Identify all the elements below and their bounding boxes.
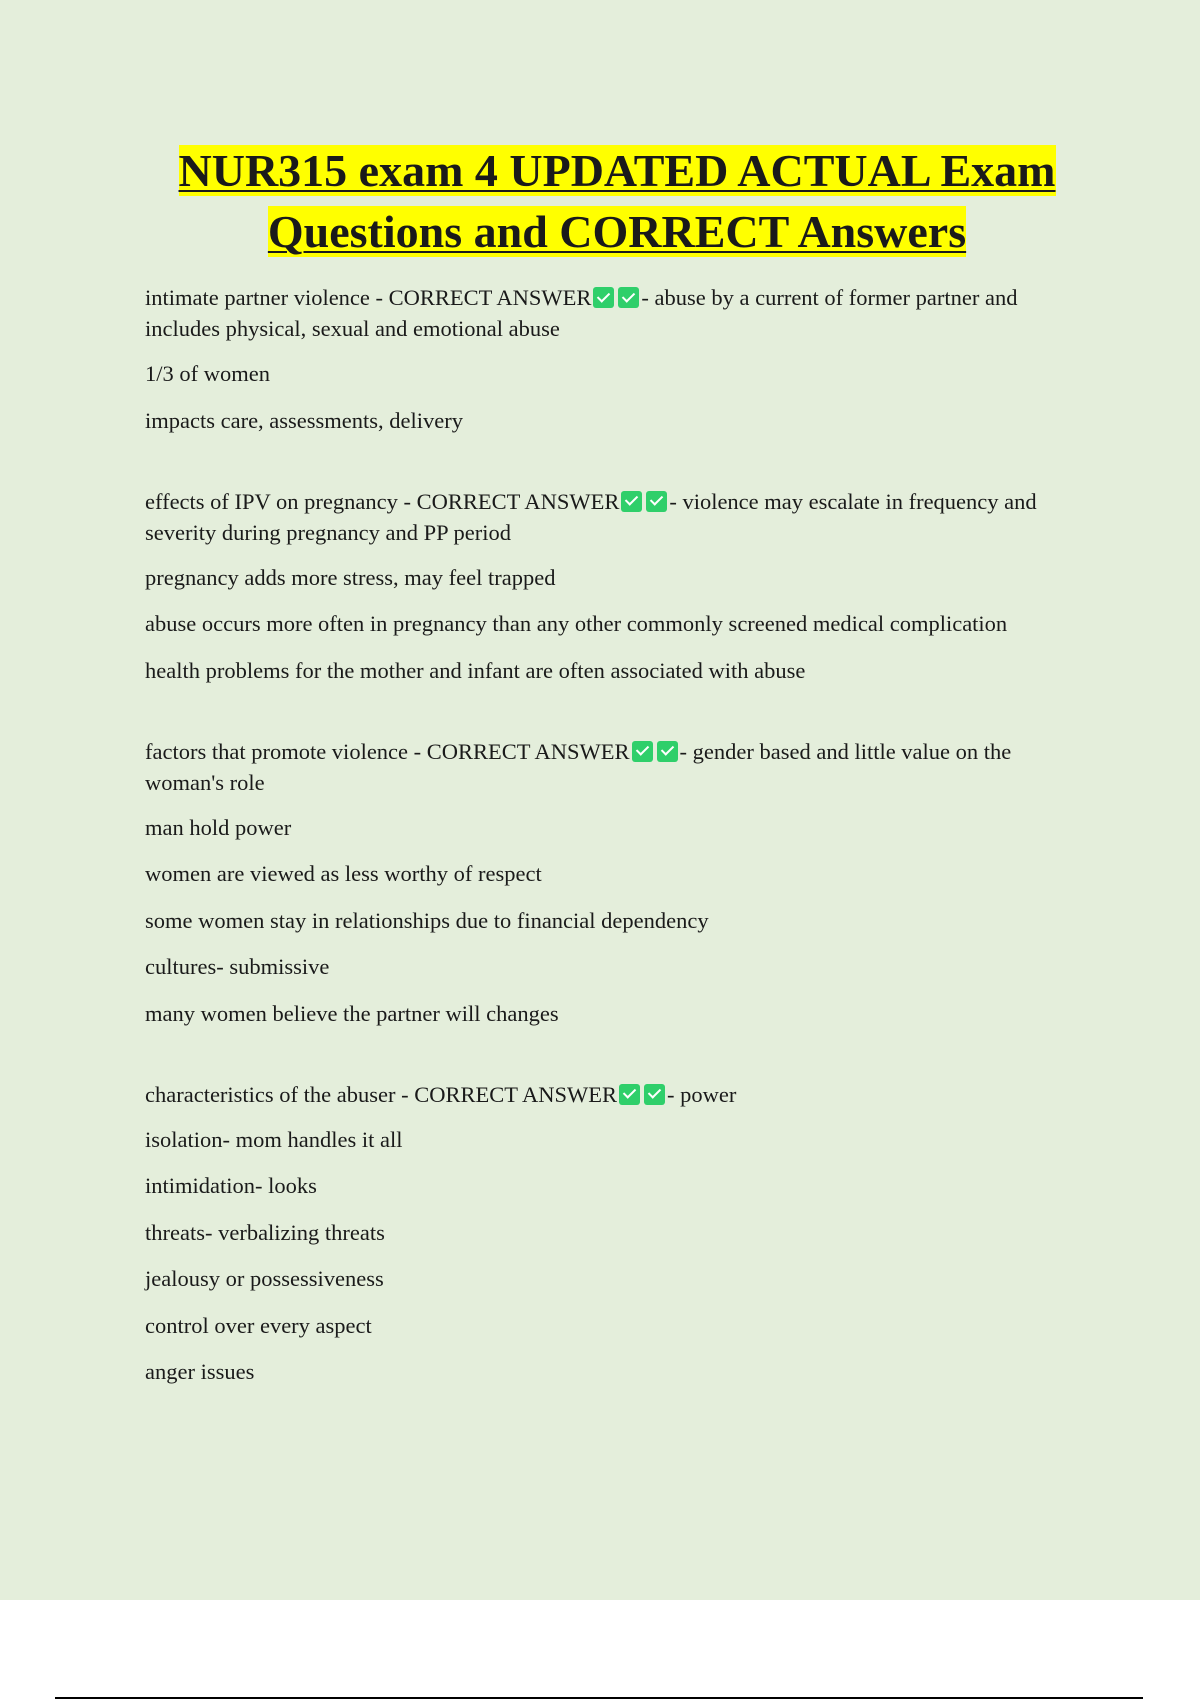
answer-detail-line: isolation- mom handles it all bbox=[145, 1126, 403, 1152]
checkmark-icon bbox=[621, 491, 642, 512]
answer-detail-line: some women stay in relationships due to financial dependency bbox=[145, 907, 709, 933]
qa-list bbox=[145, 282, 1090, 1437]
question-answer: - violence may escalate in frequency and severity during pregnancy and PP period bbox=[145, 488, 1037, 545]
answer-detail-line: jealousy or possessiveness bbox=[145, 1266, 384, 1291]
question-line bbox=[145, 736, 1090, 798]
answer-detail-line: health problems for the mother and infant are often associated with abuse bbox=[145, 657, 806, 683]
answer-detail-line: 1/3 of women bbox=[145, 361, 270, 386]
checkmark-icon bbox=[657, 741, 678, 762]
question-term: characteristics of the abuser - CORRECT ANSWER bbox=[145, 1081, 617, 1107]
qa-item bbox=[145, 282, 1090, 436]
answer-detail-line: intimidation- looks bbox=[145, 1173, 317, 1198]
answer-detail-line: anger issues bbox=[145, 1359, 255, 1384]
checkmark-icon bbox=[646, 491, 667, 512]
answer-detail-line: man hold power bbox=[145, 814, 292, 840]
checkmark-icon bbox=[618, 287, 639, 308]
question-answer: - abuse by a current of former partner and includes physical, sexual and emotional abuse bbox=[145, 285, 1018, 341]
answer-detail-line: women are viewed as less worthy of respect bbox=[145, 861, 542, 886]
answer-detail-line: impacts care, assessments, delivery bbox=[145, 407, 464, 433]
question-answer: - power bbox=[666, 1081, 737, 1107]
checkmark-icon bbox=[644, 1084, 665, 1105]
document-title-text: NUR315 exam 4 UPDATED ACTUAL Exam Questions and CORRECT Answers bbox=[178, 145, 1056, 257]
checkmark-icon bbox=[593, 287, 614, 308]
document-title bbox=[145, 140, 1089, 262]
checkmark-icon bbox=[619, 1084, 640, 1105]
checkmark-icon bbox=[632, 741, 653, 762]
answer-detail-line: cultures- submissive bbox=[145, 954, 330, 979]
question-term: intimate partner violence - CORRECT ANSWER bbox=[145, 285, 592, 310]
qa-item bbox=[145, 486, 1090, 686]
qa-item bbox=[145, 736, 1090, 1029]
answer-detail-line: control over every aspect bbox=[145, 1312, 372, 1338]
question-line bbox=[145, 486, 1090, 548]
qa-item bbox=[145, 1079, 1090, 1388]
answer-detail-line: pregnancy adds more stress, may feel trapped bbox=[145, 564, 556, 590]
footer-divider bbox=[55, 1697, 1143, 1699]
question-answer: - gender based and little value on the woman's role bbox=[145, 738, 1012, 795]
question-term: effects of IPV on pregnancy - CORRECT ANSWER bbox=[145, 488, 620, 514]
question-term: factors that promote violence - CORRECT ANSWER bbox=[145, 738, 630, 764]
answer-detail-line: abuse occurs more often in pregnancy than any other commonly screened medical complication bbox=[145, 611, 1008, 636]
question-line bbox=[145, 1079, 1090, 1110]
question-line bbox=[145, 282, 1090, 344]
answer-detail-line: many women believe the partner will changes bbox=[145, 1000, 559, 1026]
answer-detail-line: threats- verbalizing threats bbox=[145, 1219, 385, 1245]
